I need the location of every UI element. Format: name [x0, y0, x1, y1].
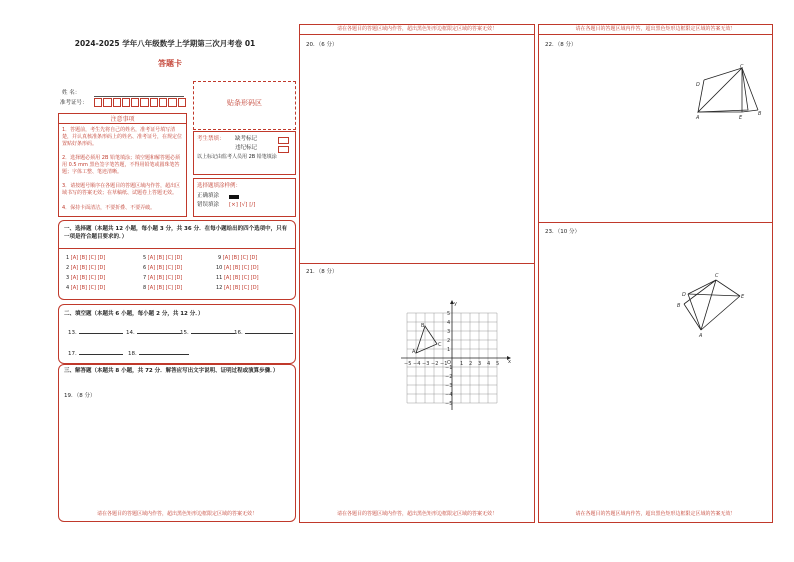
choice-q7[interactable]: 7 [A] [B] [C] [D]: [143, 275, 183, 281]
svg-text:5: 5: [447, 311, 451, 317]
col1-bottom-warning: 请在各题目的答题区域内作答，超出黑色矩形边框限定区域的答案无效！: [96, 511, 257, 517]
exam-id-boxes[interactable]: [94, 98, 186, 107]
svg-text:5: 5: [496, 361, 500, 367]
svg-text:−3: −3: [445, 383, 453, 389]
svg-text:−3: −3: [422, 361, 430, 367]
point-c-label: C: [438, 342, 442, 348]
choice-section-title: 一、选择题（本题共 12 小题，每小题 3 分，共 36 分．在每小题给出的四个选项中，只有一项是符合题目要求的．）: [64, 226, 288, 240]
blank-16[interactable]: 16.: [234, 327, 293, 337]
svg-text:A: A: [696, 115, 700, 121]
svg-text:B: B: [677, 303, 681, 309]
svg-text:3: 3: [447, 329, 451, 335]
notice-title: 注意事项: [110, 116, 135, 123]
solve-section-box: [58, 364, 296, 522]
svg-text:C: C: [715, 273, 719, 279]
choice-q5[interactable]: 5 [A] [B] [C] [D]: [143, 255, 183, 261]
svg-text:C: C: [740, 64, 744, 70]
choice-q3[interactable]: 3 [A] [B] [C] [D]: [66, 275, 106, 281]
choice-q8[interactable]: 8 [A] [B] [C] [D]: [143, 285, 183, 291]
choice-q9[interactable]: 9 [A] [B] [C] [D]: [218, 255, 258, 261]
wrong-fill-label: 错误填涂: [197, 202, 220, 208]
choice-q2[interactable]: 2 [A] [B] [C] [D]: [66, 265, 106, 271]
blank-14[interactable]: 14.: [126, 327, 181, 337]
svg-text:2: 2: [469, 361, 473, 367]
svg-text:−5: −5: [404, 361, 412, 367]
question-23-figure: [676, 268, 754, 340]
svg-text:E: E: [741, 294, 745, 300]
svg-text:4: 4: [447, 320, 451, 326]
question-19-label: 19．（8 分）: [64, 393, 96, 399]
violation-mark-label: 违纪标记: [235, 145, 258, 151]
name-field-line[interactable]: [94, 96, 184, 97]
question-22-label: 22．（8 分）: [545, 42, 577, 48]
choice-q12[interactable]: 12 [A] [B] [C] [D]: [216, 285, 259, 291]
point-b-label: B: [421, 323, 425, 329]
question-22-figure: [690, 60, 770, 122]
blank-13[interactable]: 13.: [68, 327, 123, 337]
answer-sheet-label: 答题卡: [158, 59, 182, 68]
svg-text:A: A: [699, 333, 703, 339]
notice-item-1: 1．答题前，考生先将自己的姓名，准考证号填写清楚，并认真核准条形码上的姓名、准考证号，在规定位置贴好条形码。: [62, 127, 183, 147]
svg-text:D: D: [682, 292, 686, 298]
origin-label: O: [447, 360, 451, 366]
svg-text:−5: −5: [445, 401, 453, 407]
col3-bottom-warning: 请在各题目的答题区域内作答，超出黑色矩形边框限定区域的答案无效！: [575, 511, 736, 517]
svg-text:2: 2: [447, 338, 451, 344]
mark-note: 以上标记由监考人员用 2B 铅笔填涂: [197, 154, 277, 160]
question-23-label: 23．（10 分）: [545, 229, 580, 235]
question-20-label: 20．（6 分）: [306, 42, 338, 48]
blank-15[interactable]: 15.: [180, 327, 235, 337]
fill-section-title: 二、填空题（本题共 6 小题，每小题 2 分，共 12 分．）: [64, 311, 204, 317]
correct-fill-sample: [229, 195, 239, 199]
svg-text:−4: −4: [445, 392, 453, 398]
svg-text:1: 1: [447, 347, 451, 353]
choice-q1[interactable]: 1 [A] [B] [C] [D]: [66, 255, 106, 261]
notice-item-2: 2．选择题必须用 2B 铅笔填涂；填空题和解答题必须用 0.5 mm 黑色签字笔答题，不得用铅笔或圆珠笔答题；字体工整、笔迹清晰。: [62, 155, 180, 175]
absent-mark-box[interactable]: [278, 137, 289, 144]
notice-item-4: 4．保持卡面清洁，不要折叠、不要弄破。: [62, 205, 156, 211]
fill-example-title: 选择题填涂样例：: [197, 183, 242, 189]
svg-text:1: 1: [460, 361, 464, 367]
absent-mark-label: 缺考标记: [235, 136, 258, 142]
choice-q10[interactable]: 10 [A] [B] [C] [D]: [216, 265, 259, 271]
wrong-fill-samples: [×] [√] [/]: [229, 202, 256, 208]
svg-text:E: E: [739, 115, 743, 121]
svg-text:−1: −1: [445, 365, 453, 371]
svg-text:3: 3: [478, 361, 482, 367]
svg-text:−2: −2: [445, 374, 453, 380]
blank-18[interactable]: 18.: [128, 348, 189, 358]
notice-item-3: 3．请按题号顺序在各题目的答题区域内作答，超出区域书写的答案无效；在草稿纸、试题卷上答题无效。: [62, 183, 181, 196]
question-21-label: 21．（8 分）: [306, 269, 338, 275]
candidate-mark-label: 考生禁填：: [197, 136, 225, 142]
choice-q11[interactable]: 11 [A] [B] [C] [D]: [216, 275, 259, 281]
choice-q4[interactable]: 4 [A] [B] [C] [D]: [66, 285, 106, 291]
col2-bottom-warning: 请在各题目的答题区域内作答，超出黑色矩形边框限定区域的答案无效！: [336, 511, 497, 517]
violation-mark-box[interactable]: [278, 146, 289, 153]
barcode-label: 贴条形码区: [227, 99, 262, 107]
coordinate-grid-figure: [399, 300, 515, 416]
col2-top-warning: 请在各题目的答题区域内作答，超出黑色矩形边框限定区域的答案无效！: [336, 26, 497, 32]
svg-text:D: D: [696, 82, 700, 88]
blank-17[interactable]: 17.: [68, 348, 123, 358]
solve-section-title: 三、解答题（本题共 8 小题，共 72 分．解答应写出文字说明、证明过程或演算步骤．）: [64, 368, 279, 374]
exam-id-label: 准考证号：: [60, 100, 88, 106]
correct-fill-label: 正确填涂: [197, 193, 220, 199]
svg-text:−1: −1: [440, 361, 448, 367]
point-a-label: A: [412, 349, 416, 355]
name-label: 姓 名：: [62, 90, 81, 96]
svg-text:−2: −2: [431, 361, 439, 367]
col3-top-warning: 请在各题目的答题区域内作答，超出黑色矩形边框限定区域的答案无效！: [575, 26, 736, 32]
y-axis-label: y: [454, 301, 457, 307]
choice-q6[interactable]: 6 [A] [B] [C] [D]: [143, 265, 183, 271]
x-axis-label: x: [508, 359, 511, 365]
svg-text:4: 4: [487, 361, 491, 367]
svg-text:B: B: [758, 111, 762, 117]
page-title: 2024-2025 学年八年级数学上学期第三次月考卷 01: [74, 39, 256, 48]
svg-text:−4: −4: [413, 361, 421, 367]
